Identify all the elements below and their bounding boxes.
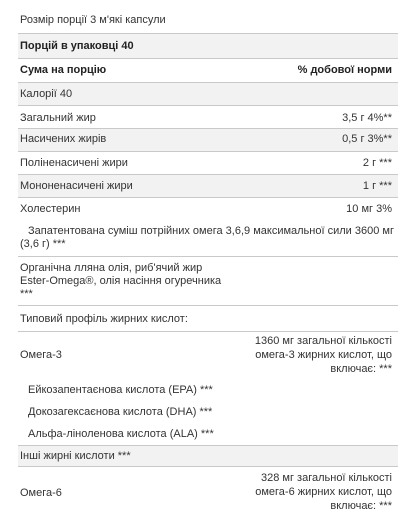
omega-3-row — [18, 332, 398, 376]
calories-row-bg — [18, 83, 398, 105]
sub-item-name: Альфа-ліноленова кислота (ALA) *** — [28, 428, 214, 440]
blend-line-2: (3,6 г) *** — [20, 238, 66, 250]
divider — [18, 197, 398, 198]
omega-3-amount — [242, 334, 392, 376]
servings-text: Порцій в упаковці 40 — [20, 40, 134, 52]
profile-title-text: Типовий профіль жирних кислот: — [20, 313, 188, 325]
nutrient-amount: 3,5 г 4%** — [342, 112, 392, 124]
sub-item-name: Докозагексаєнова кислота (DHA) *** — [28, 406, 213, 418]
nutrient-name: Насичених жирів — [20, 133, 107, 145]
amount-line: омега-3 жирних кислот, що — [255, 349, 392, 361]
divider — [18, 256, 398, 257]
nutrient-amount: 0,5 г 3%** — [342, 133, 392, 145]
omega-6-row — [18, 467, 398, 517]
blend-line-1: Запатентована суміш потрійних омега 3,6,9 максимальної сили 3600 мг — [28, 225, 394, 237]
omega-6-name: Омега-6 — [20, 487, 62, 499]
nutrient-name: Мононенасичені жири — [20, 180, 133, 192]
divider — [18, 151, 398, 152]
nutrient-name: Холестерин — [20, 203, 81, 215]
amount-line: 328 мг загальної кількості — [261, 472, 392, 484]
sub-item-name: Ейкозапентаєнова кислота (EPA) *** — [28, 384, 213, 396]
nutrient-amount: 10 мг 3% — [346, 203, 392, 215]
serving-size-text: Розмір порції 3 м'які капсули — [20, 14, 166, 26]
other-acids-text: Інші жирні кислоти *** — [20, 450, 131, 462]
daily-value-header: % добової норми — [297, 64, 392, 76]
nutrient-name: Загальний жир — [20, 112, 96, 124]
amount-line: включає: *** — [330, 500, 392, 512]
ingredients-line-3: *** — [20, 288, 33, 300]
nutrient-amount: 1 г *** — [362, 180, 392, 192]
amount-per-serving-header: Сума на порцію — [20, 64, 107, 76]
calories-text: Калорії 40 — [20, 88, 73, 100]
amount-line: 1360 мг загальної кількості — [254, 335, 392, 347]
ingredients-line-2: Ester-Omega®, олія насіння огуречника — [20, 275, 222, 287]
divider — [18, 58, 398, 59]
omega-6-amount — [242, 471, 392, 513]
omega-3-name: Омега-3 — [20, 349, 62, 361]
amount-line: включає: *** — [330, 363, 392, 375]
divider — [18, 105, 398, 106]
divider — [18, 305, 398, 306]
nutrient-name: Поліненасичені жири — [20, 157, 128, 169]
amount-line: омега-6 жирних кислот, що — [255, 486, 392, 498]
ingredients-line-1: Органічна лляна олія, риб'ячий жир — [20, 262, 203, 274]
nutrient-amount: 2 г *** — [362, 157, 392, 169]
